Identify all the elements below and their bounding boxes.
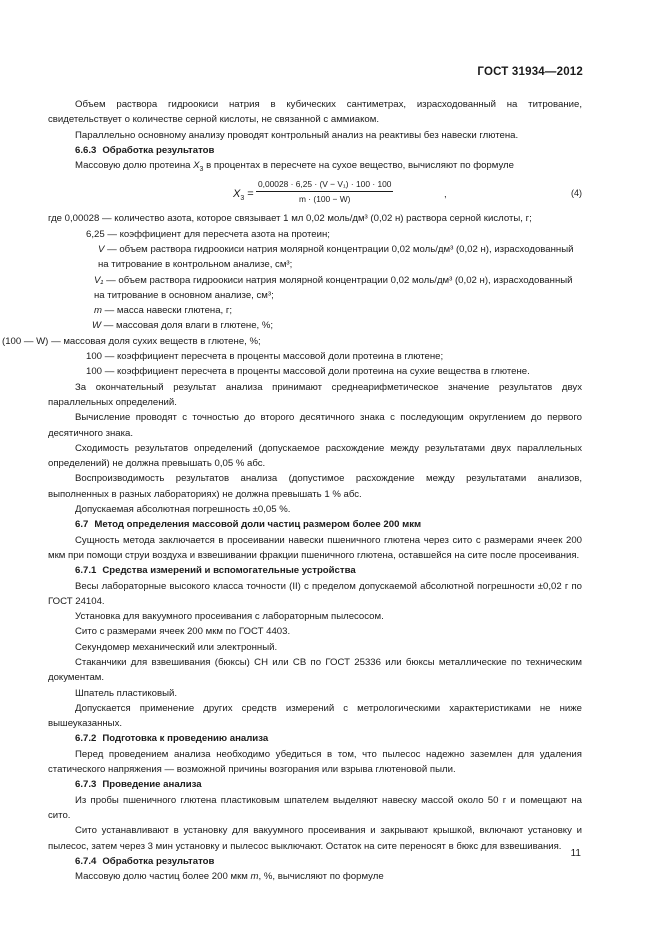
- paragraph: Перед проведением анализа необходимо убедиться в том, что пылесос надежно заземлен для удаления статического напряжения — возможной причины возгорания или взрыва глютеновой пыли.: [48, 748, 582, 776]
- document-header: ГОСТ 31934—2012: [477, 66, 583, 78]
- formula-lhs: $X_3$ =: [233, 188, 254, 203]
- paragraph: Установка для вакуумного просеивания с лабораторным пылесосом.: [75, 611, 384, 623]
- paragraph: Секундомер механический или электронный.: [75, 641, 278, 653]
- section-heading-6-7: 6.7 Метод определения массовой доли частиц размером более 200 мкм: [75, 519, 422, 531]
- section-heading-6-7-2: 6.7.2 Подготовка к проведению анализа: [75, 733, 269, 745]
- paragraph: Сито с размерами ячеек 200 мкм по ГОСТ 4403.: [75, 626, 291, 638]
- paragraph: За окончательный результат анализа принимают среднеарифметическое значение результатов двух параллельных определений.: [48, 381, 582, 408]
- paragraph: Сходимость результатов определений (допускаемое расхождение между результатами двух параллельных определений) не должна превышать 0,05 % абс.: [48, 442, 582, 470]
- paragraph: Вычисление проводят с точностью до второго десятичного знака с последующим округлением до первого десятичного знака.: [48, 412, 582, 439]
- formula-numerator: 0,00028 · 6,25 · (V − V₁) · 100 · 100: [256, 178, 393, 192]
- document-body: [2, 97, 582, 884]
- section-heading-6-7-1: 6.7.1 Средства измерений и вспомогательные устройства: [75, 565, 356, 577]
- section-heading-6-7-4: 6.7.4 Обработка результатов: [75, 855, 215, 867]
- definition-item: V — объем раствора гидроокиси натрия молярной концентрации 0,02 моль/дм³ (0,02 н), израсходованный на титрование в контрольном анализе, см³;: [98, 243, 574, 271]
- section-heading-6-6-3: 6.6.3 Обработка результатов: [75, 144, 215, 156]
- paragraph: Шпатель пластиковый.: [75, 687, 178, 699]
- page-number: 11: [570, 848, 581, 859]
- paragraph: Массовую долю частиц более 200 мкм m, %, вычисляют по формуле: [75, 871, 384, 883]
- definition-item: 6,25 — коэффициент для пересчета азота на протеин;: [86, 228, 330, 240]
- definitions-list: [2, 211, 582, 379]
- definition-item: где 0,00028 — количество азота, которое связывает 1 мл 0,02 моль/дм³ (0,02 н) раствора серной кислоты, г;: [48, 213, 532, 225]
- formula-fraction: [256, 178, 393, 205]
- definition-item: V₁ — объем раствора гидроокиси натрия молярной концентрации 0,02 моль/дм³ (0,02 н), израсходованный на титрование в основном анализе, см³;: [94, 274, 573, 301]
- paragraph: Из пробы пшеничного глютена пластиковым шпателем выделяют навеску массой около 50 г и помещают на сито.: [48, 794, 582, 821]
- paragraph: Весы лабораторные высокого класса точности (II) с пределом допускаемой абсолютной погрешности ±0,02 г по ГОСТ 24104.: [48, 580, 582, 607]
- paragraph: Сущность метода заключается в просеивании навески пшеничного глютена через сито с размерами ячеек 200 мкм при помощи струи воздуха и взвешивании фракции пшеничного глютена, оставшейся на сите после просеивания.: [48, 534, 582, 561]
- formula-number: (4): [571, 188, 582, 199]
- definition-item: 100 — коэффициент пересчета в проценты массовой доли протеина в глютене;: [86, 351, 444, 363]
- paragraph: Допускаемая абсолютная погрешность ±0,05 %.: [75, 504, 291, 516]
- section-heading-6-7-3: 6.7.3 Проведение анализа: [75, 779, 202, 791]
- definition-item: m — масса навески глютена, г;: [94, 305, 233, 317]
- paragraph: Воспроизводимость результатов анализа (допустимое расхождение между результатами анализов, выполненных в разных лабораториях) не должна превышать 1 % абс.: [48, 473, 582, 500]
- definition-item: 100 — коэффициент пересчета в проценты массовой доли протеина на сухие вещества в глютене.: [86, 366, 530, 378]
- formula-comma: ,: [444, 189, 447, 201]
- paragraph: Параллельно основному анализу проводят контрольный анализ на реактивы без навески глютена.: [75, 129, 519, 141]
- formula-denominator: m · (100 − W): [299, 194, 351, 205]
- paragraph: Сито устанавливают в установку для вакуумного просеивания и закрывают крышкой, включают установку и пылесос, затем через 3 мин установку и пылесос выключают. Остаток на сите переносят в бюкс для взвешивания.: [48, 825, 582, 852]
- definition-item: (100 — W) — массовая доля сухих веществ в глютене, %;: [2, 335, 261, 347]
- paragraph: Объем раствора гидроокиси натрия в кубических сантиметрах, израсходованный на титрование, свидетельствует о количестве серной кислоты, не связанной с аммиаком.: [48, 99, 582, 126]
- formula-4: [48, 178, 582, 209]
- paragraph: Массовую долю протеина $X_3$ в процентах в пересчете на сухое вещество, вычисляют по формуле: [75, 160, 514, 174]
- paragraph: Стаканчики для взвешивания (бюксы) СН или СВ по ГОСТ 25336 или бюксы металлические по техническим документам.: [48, 657, 582, 684]
- definition-item: W — массовая доля влаги в глютене, %;: [92, 320, 274, 332]
- paragraph: Допускается применение других средств измерений с метрологическими характеристиками не ниже вышеуказанных.: [48, 702, 582, 730]
